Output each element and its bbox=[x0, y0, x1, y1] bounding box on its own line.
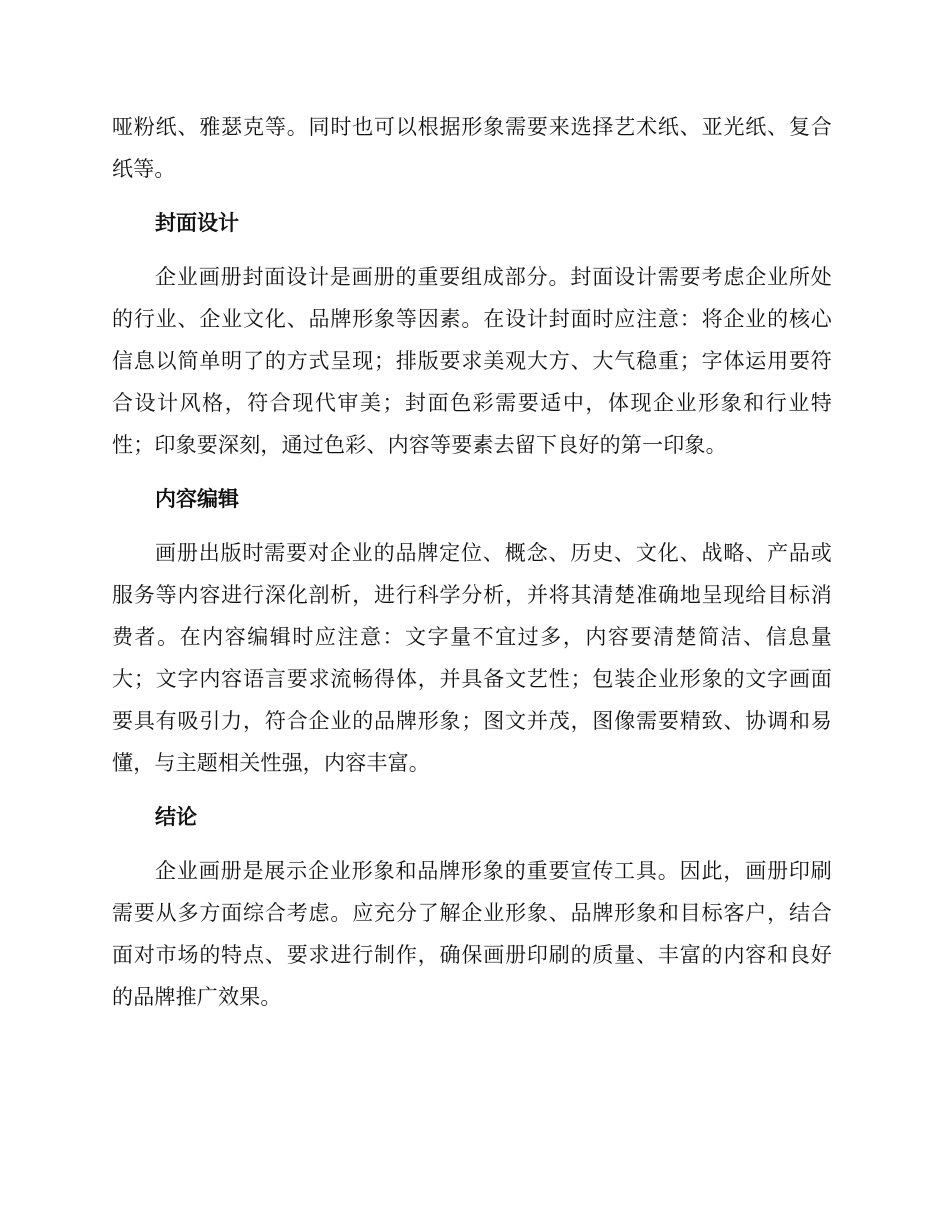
intro-paragraph: 哑粉纸、雅瑟克等。同时也可以根据形象需要来选择艺术纸、亚光纸、复合纸等。 bbox=[112, 115, 832, 181]
section-paragraph-cover-design: 企业画册封面设计是画册的重要组成部分。封面设计需要考虑企业所处的行业、企业文化、品牌形象等因素。在设计封面时应注意：将企业的核心信息以简单明了的方式呈现；排版要求美观大方、大气稳重；字体运用要符合设计风格，符合现代审美；封面色彩需要适中，体现企业形象和行业特性；印象要深刻，通过色彩、内容等要素去留下良好的第一印象。 bbox=[112, 265, 832, 457]
section-paragraph-conclusion: 企业画册是展示企业形象和品牌形象的重要宣传工具。因此，画册印刷需要从多方面综合考虑。应充分了解企业形象、品牌形象和目标客户，结合面对市场的特点、要求进行制作，确保画册印刷的质量、丰富的内容和良好的品牌推广效果。 bbox=[112, 859, 832, 1009]
spacer bbox=[112, 244, 832, 256]
spacer bbox=[112, 838, 832, 850]
spacer bbox=[112, 190, 832, 202]
section-heading-conclusion: 结论 bbox=[155, 805, 197, 829]
document-body bbox=[112, 106, 832, 1018]
section-heading-content-editing: 内容编辑 bbox=[155, 487, 239, 511]
spacer bbox=[112, 520, 832, 532]
spacer bbox=[112, 466, 832, 478]
spacer bbox=[112, 784, 832, 796]
section-paragraph-content-editing: 画册出版时需要对企业的品牌定位、概念、历史、文化、战略、产品或服务等内容进行深化剖析，进行科学分析，并将其清楚准确地呈现给目标消费者。在内容编辑时应注意：文字量不宜过多，内容要清楚简洁、信息量大；文字内容语言要求流畅得体，并具备文艺性；包装企业形象的文字画面要具有吸引力，符合企业的品牌形象；图文并茂，图像需要精致、协调和易懂，与主题相关性强，内容丰富。 bbox=[112, 541, 832, 775]
section-heading-cover-design: 封面设计 bbox=[155, 211, 239, 235]
